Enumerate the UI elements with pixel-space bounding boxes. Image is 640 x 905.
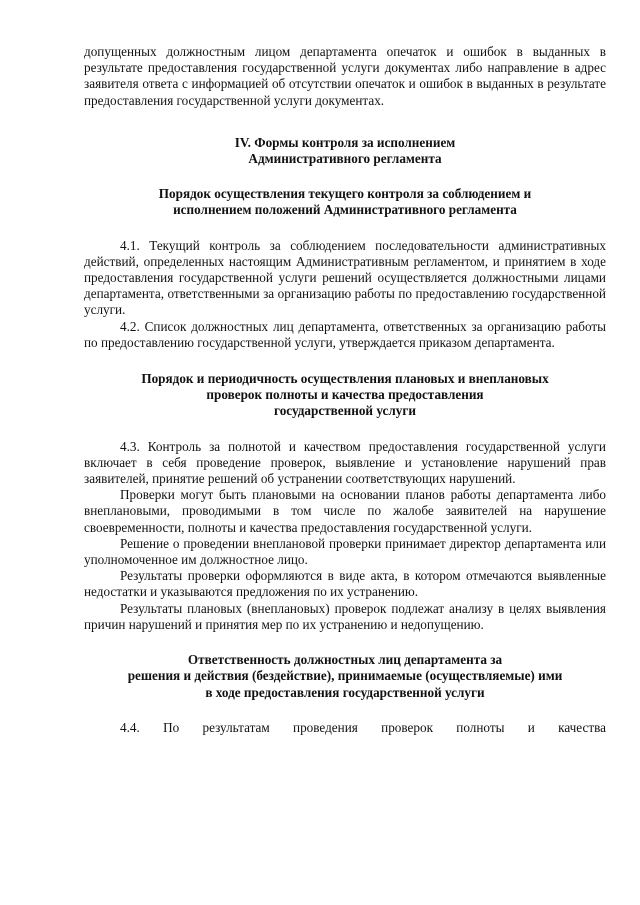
paragraph-inspection-results: Результаты проверки оформляются в виде акта, в котором отмечаются выявленные недостатки и указываются предложения по их устранению. xyxy=(84,568,606,600)
paragraph-unscheduled-decision: Решение о проведении внеплановой проверки принимает директор департамента или уполномоченное им должностное лицо. xyxy=(84,535,606,568)
paragraph-4-2: 4.2. Список должностных лиц департамента, ответственных за организацию работы по предоставлению государственной услуги, утверждается приказом департамента. xyxy=(84,318,606,350)
inspections-heading-line3: государственной услуги xyxy=(274,403,416,419)
section-iv-title xyxy=(84,135,606,167)
document-page xyxy=(84,44,606,736)
responsibility-heading xyxy=(84,652,606,701)
paragraph-4-1: 4.1. Текущий контроль за соблюдением последовательности административных действий, определенных настоящим Административным регламентом, и принятием в ходе предоставления государственной услуги решений осуществляется должностными лицами департамента, ответственными за организацию работы по предоставлению государственной услуги. xyxy=(84,237,606,318)
section-iv-title-line2: Административного регламента xyxy=(248,151,442,167)
paragraph-4-3: 4.3. Контроль за полнотой и качеством предоставления государственной услуги включает в себя проведение проверок, выявление и установление нарушений прав заявителей, принятие решений об устранении соответствующих нарушений. xyxy=(84,438,606,487)
inspections-heading-line2: проверок полноты и качества предоставления xyxy=(206,387,484,403)
inspections-heading xyxy=(84,371,606,420)
current-control-heading-line2: исполнением положений Административного регламента xyxy=(173,202,517,218)
intro-paragraph: допущенных должностным лицом департамента опечаток и ошибок в выданных в результате предоставления государственной услуги документах либо направление в адрес заявителя ответа с информацией об отсутствии опечаток и ошибок в выданных в результате предоставления государственной услуги документах. xyxy=(84,44,606,108)
current-control-heading xyxy=(84,186,606,218)
responsibility-heading-line1: Ответственность должностных лиц департамента за xyxy=(187,652,503,668)
paragraph-results-analysis: Результаты плановых (внеплановых) проверок подлежат анализу в целях выявления причин нарушений и принятия мер по их устранению и недопущению. xyxy=(84,600,606,632)
responsibility-heading-line2: решения и действия (бездействие), принимаемые (осуществляемые) ими xyxy=(127,668,563,684)
responsibility-heading-line3: в ходе предоставления государственной услуги xyxy=(205,684,485,700)
section-iv-title-line1: IV. Формы контроля за исполнением xyxy=(234,134,456,150)
current-control-heading-line1: Порядок осуществления текущего контроля за соблюдением и xyxy=(158,186,532,202)
inspections-heading-line1: Порядок и периодичность осуществления плановых и внеплановых xyxy=(141,371,549,387)
paragraph-4-4: 4.4. По результатам проведения проверок полноты и качества xyxy=(120,719,606,735)
paragraph-inspection-types: Проверки могут быть плановыми на основании планов работы департамента либо внеплановыми, проводимыми в том числе по жалобе заявителей на нарушение своевременности, полноты и качества предоставления государственной услуги. xyxy=(84,487,606,535)
